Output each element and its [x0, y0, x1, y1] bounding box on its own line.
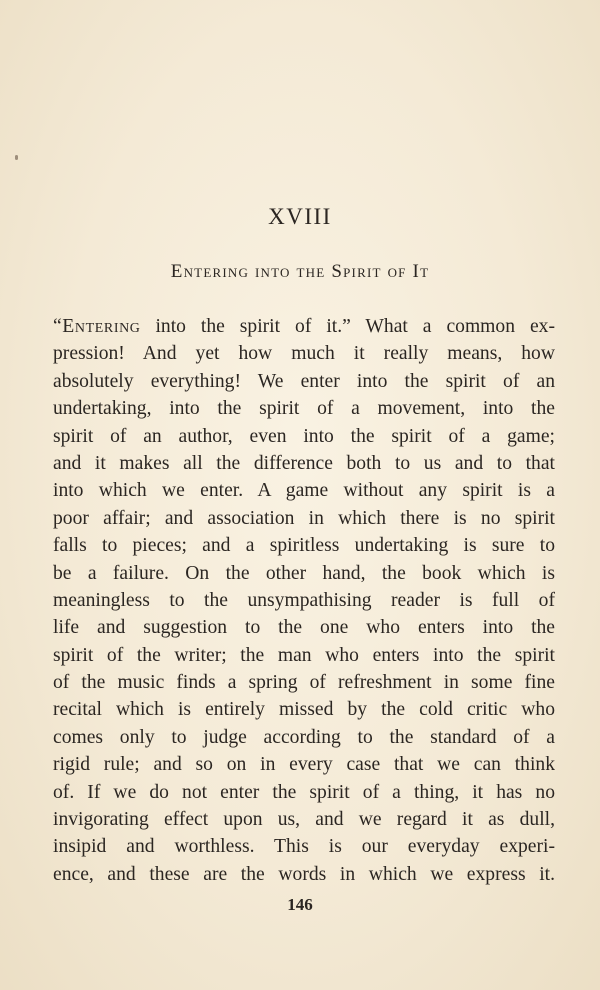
text-line: be a failure. On the other hand, the book which is [53, 562, 555, 584]
text-line: undertaking, into the spirit of a movement, into the [53, 398, 555, 420]
text-line: rigid rule; and so on in every case that we can think [53, 754, 555, 776]
body-text [53, 313, 555, 888]
text-line: life and suggestion to the one who enters into the [53, 617, 555, 639]
text-line: invigorating effect upon us, and we regard it as dull, [53, 809, 555, 831]
text-line: pression! And yet how much it really means, how [53, 343, 555, 365]
chapter-title: Entering into the Spirit of It [170, 261, 430, 282]
text-line: of the music finds a spring of refreshment in some fine [53, 672, 555, 694]
text-line: of. If we do not enter the spirit of a thing, it has no [53, 781, 555, 803]
text-line: insipid and worthless. This is our everyday experi- [53, 836, 555, 858]
paper-speck [15, 155, 18, 160]
text-line: meaningless to the unsympathising reader is full of [53, 589, 555, 611]
text-line: spirit of an author, even into the spirit of a game; [53, 425, 555, 447]
text-line: falls to pieces; and a spiritless undertaking is sure to [53, 535, 555, 557]
text-line: comes only to judge according to the standard of a [53, 726, 555, 748]
opening-word: “Entering [53, 316, 141, 337]
text-line-content: into the spirit of it.” What a common ex- [140, 316, 555, 337]
text-line: ence, and these are the words in which we express it. [53, 863, 555, 885]
text-line [53, 313, 555, 340]
text-line: spirit of the writer; the man who enters into the spirit [53, 644, 555, 666]
text-line: into which we enter. A game without any spirit is a [53, 480, 555, 502]
page-number: 146 [287, 895, 313, 914]
text-line: recital which is entirely missed by the cold critic who [53, 699, 555, 721]
text-line: absolutely everything! We enter into the spirit of an [53, 370, 555, 392]
chapter-number: XVIII [268, 204, 332, 229]
text-line: poor affair; and association in which there is no spirit [53, 507, 555, 529]
text-line: and it makes all the difference both to us and to that [53, 452, 555, 474]
